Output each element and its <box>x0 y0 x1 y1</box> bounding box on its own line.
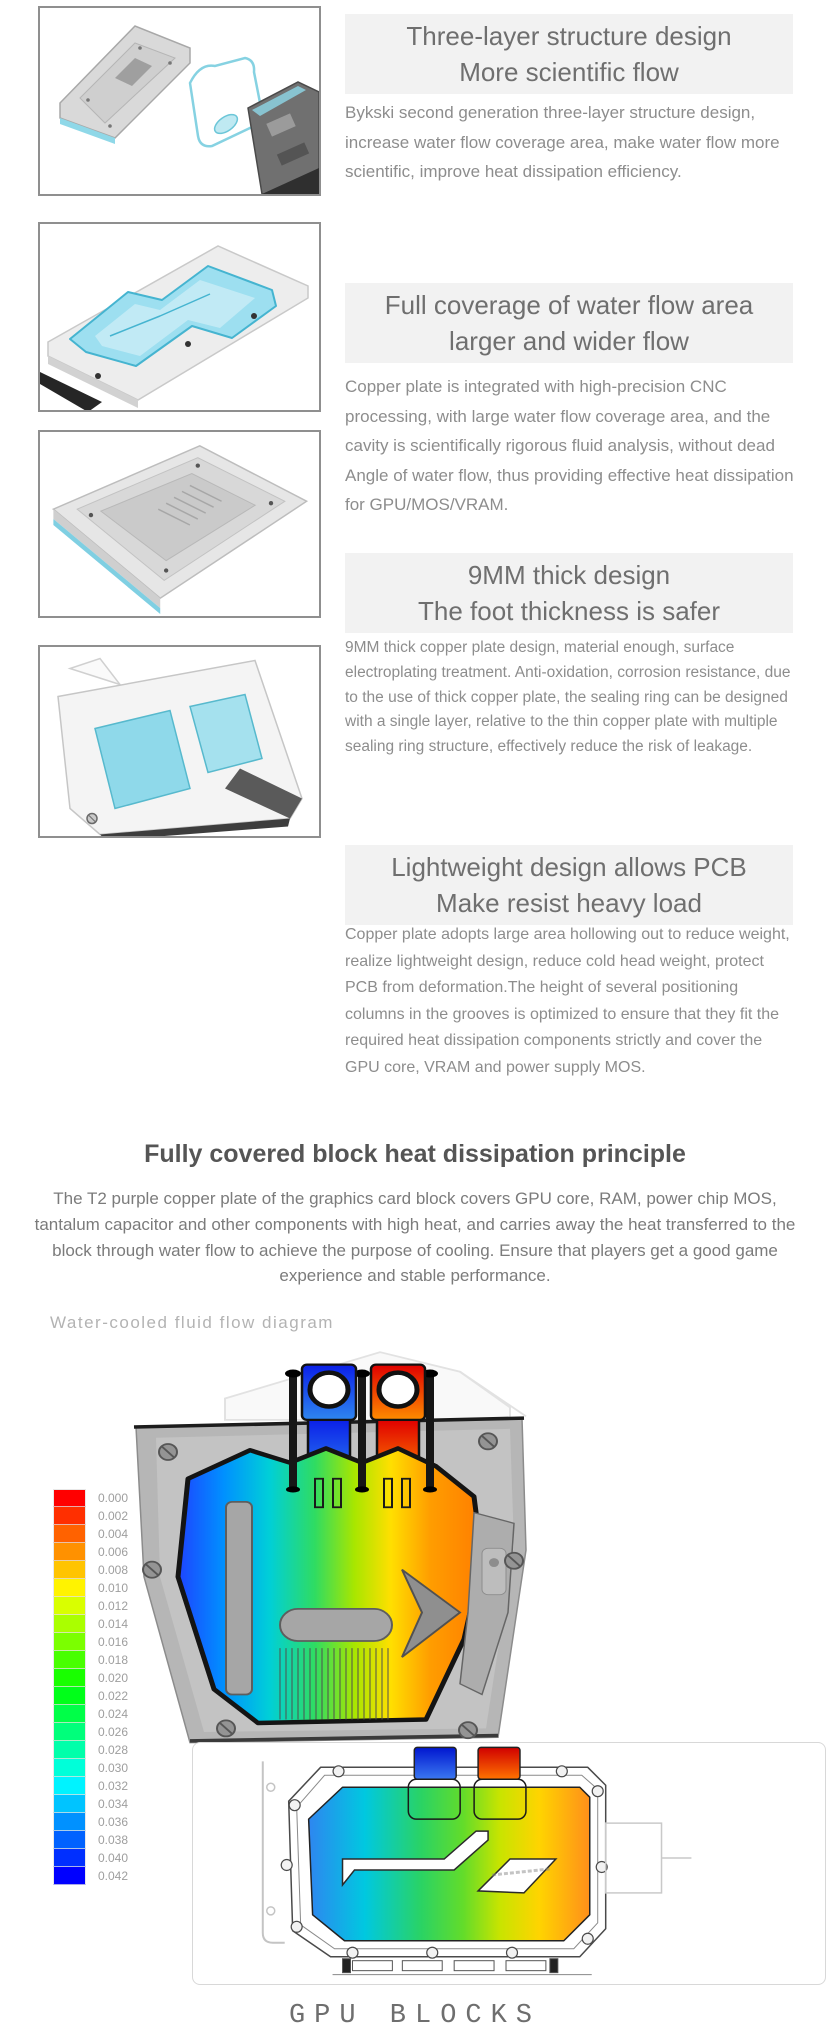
feature-title-3-line1: 9MM thick design <box>467 560 671 590</box>
scale-row <box>53 1795 128 1813</box>
feature-body-1: Bykski second generation three-layer structure design, increase water flow coverage area, make water flow more scientific, improve heat dissipation efficiency. <box>345 103 780 181</box>
scale-swatch <box>53 1561 86 1579</box>
color-scale <box>53 1489 128 1885</box>
scale-value: 0.014 <box>98 1617 129 1631</box>
scale-value: 0.006 <box>98 1545 129 1559</box>
scale-value: 0.010 <box>98 1581 129 1595</box>
scale-swatch <box>53 1723 86 1741</box>
scale-value: 0.038 <box>98 1833 129 1847</box>
scale-value: 0.018 <box>98 1653 129 1667</box>
scale-row <box>53 1867 128 1885</box>
scale-value: 0.032 <box>98 1779 129 1793</box>
scale-value: 0.008 <box>98 1563 129 1577</box>
feature-title-4-line2: Make resist heavy load <box>436 888 702 918</box>
bottom-bracket-teeth <box>333 1959 592 1975</box>
scale-swatch <box>53 1867 86 1885</box>
outlet-port-red <box>371 1365 425 1420</box>
feature-title-2-line2: larger and wider flow <box>449 326 689 356</box>
scale-value: 0.034 <box>98 1797 129 1811</box>
scale-swatch <box>53 1687 86 1705</box>
scale-swatch <box>53 1597 86 1615</box>
scale-value: 0.036 <box>98 1815 129 1829</box>
scale-swatch <box>53 1741 86 1759</box>
scale-row <box>53 1489 128 1507</box>
water-flow-coverage-illustration <box>40 224 319 410</box>
scale-value: 0.000 <box>98 1491 129 1505</box>
scale-row <box>53 1543 128 1561</box>
scale-swatch <box>53 1831 86 1849</box>
scale-row <box>53 1633 128 1651</box>
scale-row <box>53 1831 128 1849</box>
scale-value: 0.042 <box>98 1869 129 1883</box>
scale-row <box>53 1705 128 1723</box>
bykski-logo-mark <box>482 1548 506 1594</box>
scale-row <box>53 1687 128 1705</box>
scale-swatch <box>53 1507 86 1525</box>
inlet-port-blue <box>302 1365 356 1420</box>
scale-value: 0.016 <box>98 1635 129 1649</box>
scale-value: 0.002 <box>98 1509 129 1523</box>
feature-title-4-line1: Lightweight design allows PCB <box>391 852 747 882</box>
scale-swatch <box>53 1813 86 1831</box>
scale-swatch <box>53 1669 86 1687</box>
scale-row <box>53 1525 128 1543</box>
scale-row <box>53 1669 128 1687</box>
scale-value: 0.026 <box>98 1725 129 1739</box>
thermal-flow-top-view <box>130 1345 530 1748</box>
scale-value: 0.040 <box>98 1851 129 1865</box>
principle-title: Fully covered block heat dissipation principle <box>144 1140 686 1168</box>
scale-swatch <box>53 1759 86 1777</box>
feature-title-3 <box>345 553 793 633</box>
scale-swatch <box>53 1543 86 1561</box>
scale-row <box>53 1849 128 1867</box>
scale-row <box>53 1777 128 1795</box>
scale-row <box>53 1759 128 1777</box>
scale-swatch <box>53 1633 86 1651</box>
feature-title-1-line2: More scientific flow <box>459 57 679 87</box>
scale-swatch <box>53 1525 86 1543</box>
scale-swatch <box>53 1579 86 1597</box>
feature-image-flow-coverage <box>38 222 321 412</box>
scale-value: 0.028 <box>98 1743 129 1757</box>
feature-image-lightweight-block <box>38 645 321 838</box>
flow-diagram-label: Water-cooled fluid flow diagram <box>50 1313 334 1332</box>
scale-swatch <box>53 1795 86 1813</box>
scale-row <box>53 1651 128 1669</box>
thermal-flow-bottom-view <box>192 1742 826 1985</box>
feature-title-4 <box>345 845 793 925</box>
terminal-outline <box>606 1823 662 1893</box>
scale-row <box>53 1741 128 1759</box>
scale-value: 0.030 <box>98 1761 129 1775</box>
scale-row <box>53 1579 128 1597</box>
feature-body-3: 9MM thick copper plate design, material enough, surface electroplating treatment. Anti-oxidation, corrosion resistance, due to the use of thick copper plate, the sealing ring can be designed with a single layer, relative to the thin copper plate with multiple sealing ring structure, effectively reduce the risk of leakage. <box>345 639 791 756</box>
scale-value: 0.024 <box>98 1707 129 1721</box>
thermal-flow-top-view-drawing <box>130 1345 530 1748</box>
feature-title-1-line1: Three-layer structure design <box>406 21 732 51</box>
scale-swatch <box>53 1615 86 1633</box>
feature-body-2: Copper plate is integrated with high-precision CNC processing, with large water flow coverage area, and the cavity is scientifically rigorous fluid analysis, without dead Angle of water flow, thus providing effective heat dissipation for GPU/MOS/VRAM. <box>345 377 794 514</box>
brand-wordmark: GPU BLOCKS <box>288 2001 542 2031</box>
lightweight-block-illustration <box>40 647 319 836</box>
feature-title-1 <box>345 14 793 94</box>
feature-title-3-line2: The foot thickness is safer <box>417 596 721 626</box>
scale-swatch <box>53 1849 86 1867</box>
thermal-flow-bottom-view-drawing <box>193 1743 825 1984</box>
feature-image-thick-plate <box>38 430 321 618</box>
scale-row <box>53 1723 128 1741</box>
feature-title-2-line1: Full coverage of water flow area <box>384 290 754 320</box>
scale-swatch <box>53 1705 86 1723</box>
scale-value: 0.004 <box>98 1527 129 1541</box>
scale-swatch <box>53 1651 86 1669</box>
scale-row <box>53 1507 128 1525</box>
scale-swatch <box>53 1777 86 1795</box>
exploded-three-layer-structure-illustration <box>40 8 319 194</box>
scale-row <box>53 1813 128 1831</box>
scale-row <box>53 1615 128 1633</box>
scale-row <box>53 1561 128 1579</box>
scale-value: 0.012 <box>98 1599 129 1613</box>
scale-value: 0.020 <box>98 1671 129 1685</box>
scale-swatch <box>53 1489 86 1507</box>
feature-body-4: Copper plate adopts large area hollowing out to reduce weight, realize lightweight design, reduce cold head weight, protect PCB from deformation.The height of several positioning columns in the grooves is optimized to ensure that they fit the required heat dissipation components strictly and cover the GPU core, VRAM and power supply MOS. <box>345 926 790 1076</box>
principle-body: The T2 purple copper plate of the graphics card block covers GPU core, RAM, power chip MOS, tantalum capacitor and other components with high heat, and carries away the heat transferred to the block through water flow to achieve the purpose of cooling. Ensure that players get a good game experience and stable performance. <box>34 1189 796 1286</box>
scale-value: 0.022 <box>98 1689 129 1703</box>
thick-copper-plate-illustration <box>40 432 319 616</box>
feature-title-2 <box>345 283 793 363</box>
scale-row <box>53 1597 128 1615</box>
feature-image-exploded-view <box>38 6 321 196</box>
